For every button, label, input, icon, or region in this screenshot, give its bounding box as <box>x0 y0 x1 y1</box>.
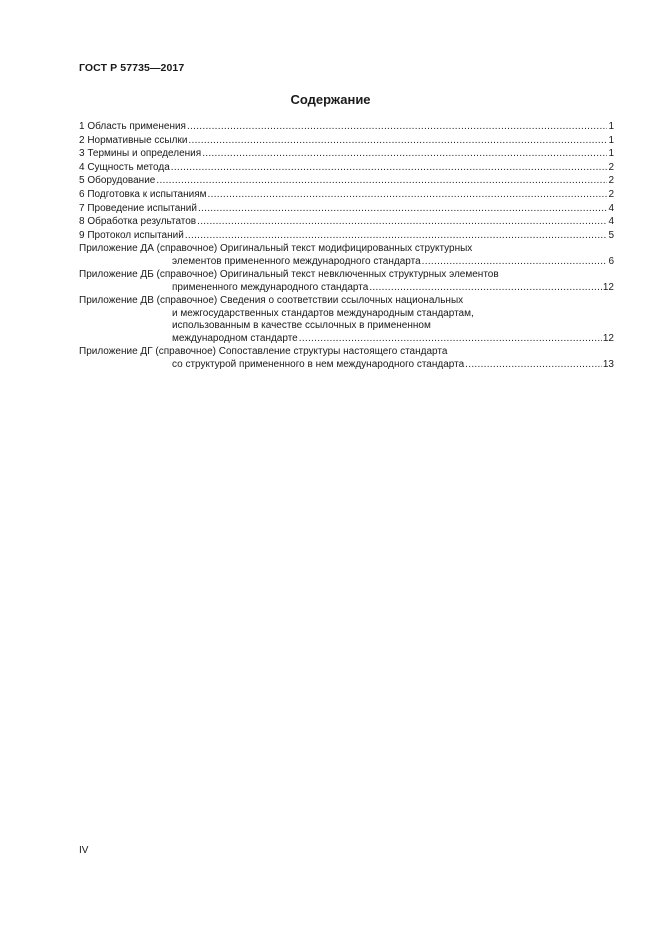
toc-page-number: 2 <box>608 161 614 173</box>
toc-entry-text: со структурой примененного в нем международного стандарта <box>172 358 465 370</box>
toc-page-number: 12 <box>602 332 614 344</box>
toc-entry-text: 9 Протокол испытаний <box>79 229 184 241</box>
toc-entry-5[interactable] <box>79 175 614 187</box>
toc-entry-text: Приложение ДА (справочное) Оригинальный текст модифицированных структурных <box>79 243 473 255</box>
toc-page-number: 5 <box>608 229 614 241</box>
toc-entry-text: 4 Сущность метода <box>79 161 170 173</box>
toc-page-number: 1 <box>608 148 614 160</box>
toc-page-number: 6 <box>608 255 614 267</box>
toc-entry-text: использованным в качестве ссылочных в примененном <box>172 320 431 332</box>
toc-page-number: 4 <box>608 202 614 214</box>
leader-dots <box>369 282 602 294</box>
toc-page-number: 1 <box>608 134 614 146</box>
leader-dots <box>208 189 608 201</box>
toc-entry-annex-dg[interactable] <box>79 346 614 371</box>
toc-entry-9[interactable] <box>79 230 614 242</box>
page-title: Содержание <box>290 92 371 107</box>
leader-dots <box>422 256 608 268</box>
toc-entry-2[interactable] <box>79 135 614 147</box>
toc-entry-annex-dv[interactable] <box>79 295 614 345</box>
document-code: ГОСТ Р 57735—2017 <box>79 62 185 74</box>
toc-entry-7[interactable] <box>79 203 614 215</box>
toc-entry-1[interactable] <box>79 121 614 133</box>
leader-dots <box>185 230 608 242</box>
leader-dots <box>202 148 607 160</box>
toc-entry-4[interactable] <box>79 162 614 174</box>
toc-entry-text: и межгосударственных стандартов международным стандартам, <box>172 307 474 319</box>
toc-entry-3[interactable] <box>79 148 614 160</box>
toc-entry-text: международном стандарте <box>172 332 298 344</box>
toc-entry-annex-db[interactable] <box>79 269 614 294</box>
toc-entry-annex-da[interactable] <box>79 243 614 268</box>
toc-entry-text: Приложение ДГ (справочное) Сопоставление структуры настоящего стандарта <box>79 346 448 358</box>
table-of-contents <box>79 121 614 371</box>
toc-entry-6[interactable] <box>79 189 614 201</box>
leader-dots <box>171 162 608 174</box>
toc-entry-text: 2 Нормативные ссылки <box>79 134 188 146</box>
leader-dots <box>299 333 602 345</box>
toc-entry-text: 5 Оборудование <box>79 175 156 187</box>
toc-page-number: 2 <box>608 175 614 187</box>
toc-entry-text: 7 Проведение испытаний <box>79 202 197 214</box>
page-number: IV <box>79 845 89 856</box>
toc-page-number: 13 <box>602 358 614 370</box>
toc-entry-text: элементов примененного международного стандарта <box>172 255 421 267</box>
toc-entry-text: 1 Область применения <box>79 121 186 132</box>
leader-dots <box>198 203 607 215</box>
toc-entry-text: Приложение ДВ (справочное) Сведения о соответствии ссылочных национальных <box>79 295 464 307</box>
toc-entry-text: 3 Термины и определения <box>79 148 202 160</box>
leader-dots <box>156 175 607 187</box>
toc-entry-8[interactable] <box>79 216 614 228</box>
leader-dots <box>465 359 602 371</box>
toc-page-number: 1 <box>608 121 614 132</box>
toc-page-number: 2 <box>608 188 614 200</box>
leader-dots <box>188 135 607 147</box>
leader-dots <box>187 121 607 133</box>
toc-entry-text: примененного международного стандарта <box>172 281 369 293</box>
toc-page-number: 4 <box>608 216 614 228</box>
toc-entry-text: Приложение ДБ (справочное) Оригинальный текст невключенных структурных элементов <box>79 269 499 281</box>
leader-dots <box>197 216 607 228</box>
toc-page-number: 12 <box>602 281 614 293</box>
toc-entry-text: 8 Обработка результатов <box>79 216 197 228</box>
toc-entry-text: 6 Подготовка к испытаниям <box>79 188 207 200</box>
